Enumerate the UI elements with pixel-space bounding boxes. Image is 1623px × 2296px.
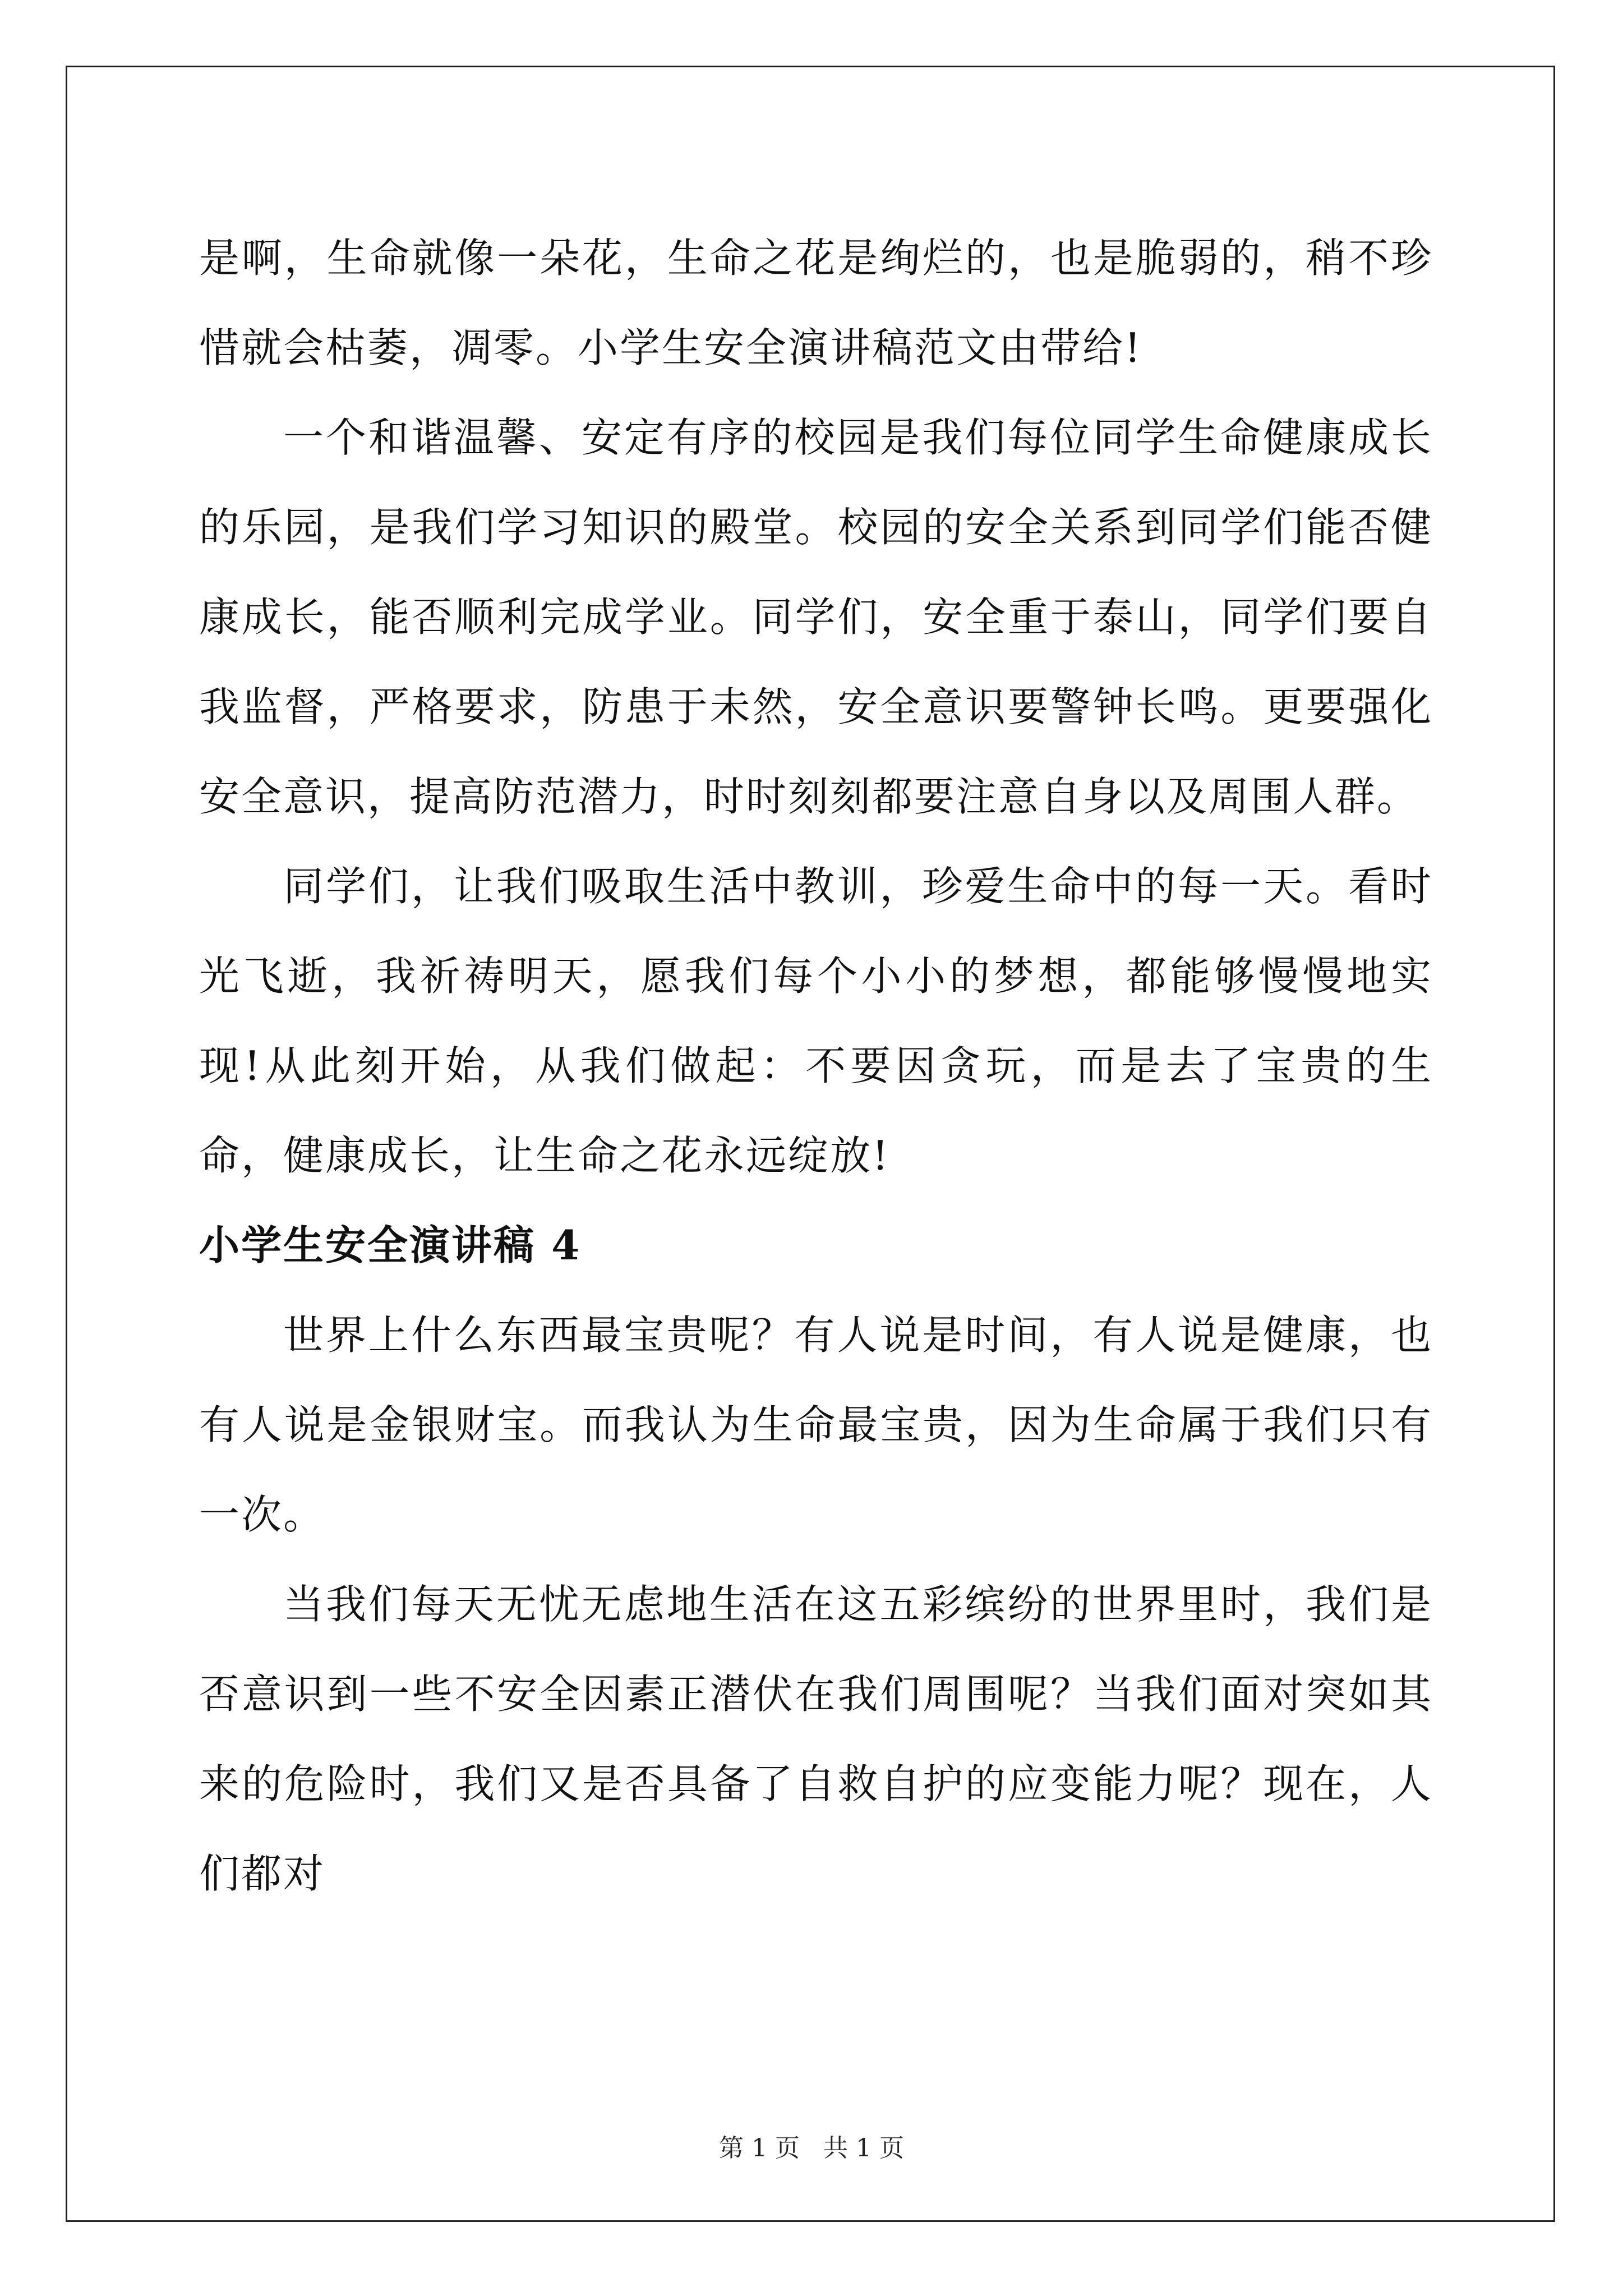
paragraph-1: 是啊，生命就像一朵花，生命之花是绚烂的，也是脆弱的，稍不珍惜就会枯萎，凋零。小学生安全演讲稿范文由带给!	[199, 234, 1433, 371]
page-total: 共 1 页	[823, 2134, 904, 2162]
paragraph-3: 同学们，让我们吸取生活中教训，珍爱生命中的每一天。看时光飞逝，我祈祷明天，愿我们每个小小的梦想，都能够慢慢地实现!从此刻开始，从我们做起：不要因贪玩，而是去了宝贵的生命，健康成长，让生命之花永远绽放!	[199, 863, 1433, 1179]
page-footer	[0, 2132, 1623, 2165]
paragraph-4: 世界上什么东西最宝贵呢？有人说是时间，有人说是健康，也有人说是金银财宝。而我认为生命最宝贵，因为生命属于我们只有一次。	[199, 1312, 1433, 1538]
document-body	[199, 213, 1433, 1918]
paragraph-2: 一个和谐温馨、安定有序的校园是我们每位同学生命健康成长的乐园，是我们学习知识的殿堂。校园的安全关系到同学们能否健康成长，能否顺利完成学业。同学们，安全重于泰山，同学们要自我监督，严格要求，防患于未然，安全意识要警钟长鸣。更要强化安全意识，提高防范潜力，时时刻刻都要注意自身以及周围人群。	[199, 414, 1433, 820]
section-heading: 小学生安全演讲稿 4	[199, 1221, 582, 1269]
page-number: 第 1 页	[719, 2134, 800, 2162]
paragraph-5: 当我们每天无忧无虑地生活在这五彩缤纷的世界里时，我们是否意识到一些不安全因素正潜伏在我们周围呢？当我们面对突如其来的危险时，我们又是否具备了自救自护的应变能力呢？现在，人们都对	[199, 1581, 1433, 1897]
